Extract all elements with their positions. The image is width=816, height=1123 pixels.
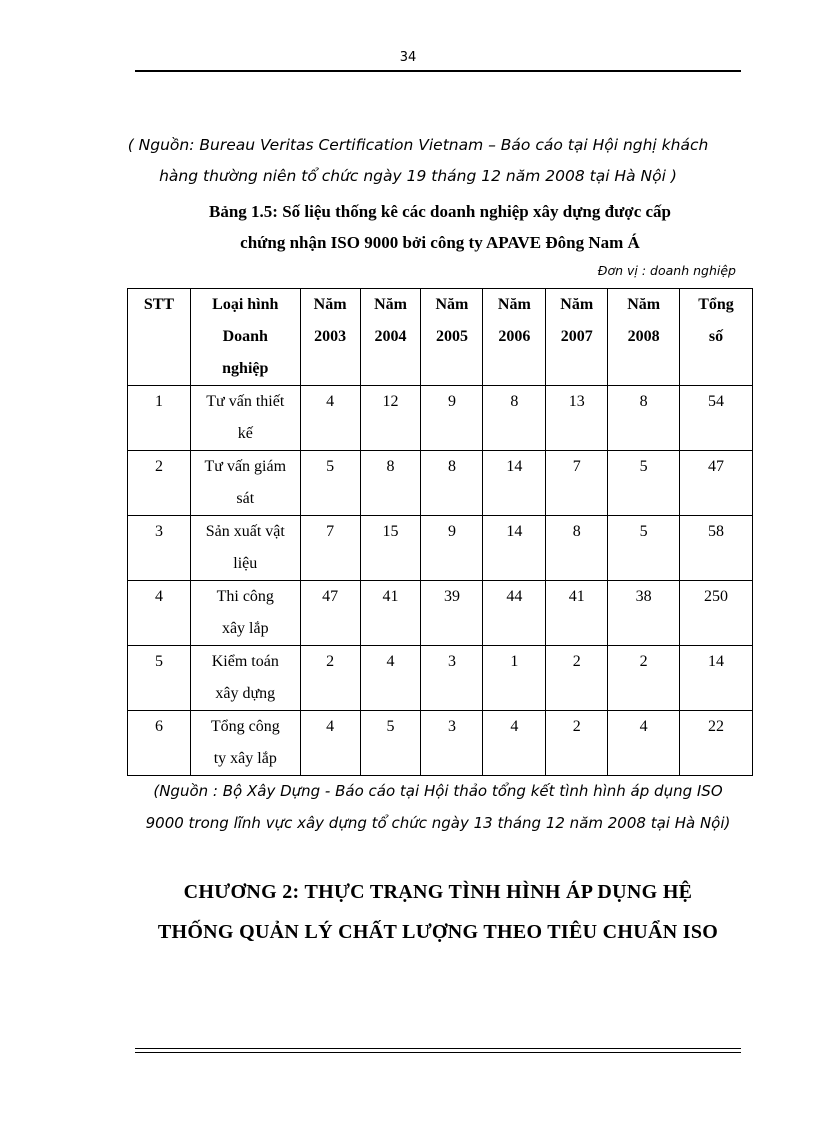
stt-cell: 1 bbox=[128, 386, 191, 451]
header-cell bbox=[300, 289, 360, 386]
table-row bbox=[128, 646, 753, 711]
type-text: xây dựng bbox=[215, 685, 276, 702]
header-text: Năm bbox=[313, 296, 347, 313]
total-cell: 47 bbox=[680, 451, 753, 516]
table-row bbox=[128, 451, 753, 516]
source-note-bottom-line2: 9000 trong lĩnh vực xây dựng tổ chức ngày 13 tháng 12 năm 2008 tại Hà Nội) bbox=[145, 814, 731, 832]
type-cell bbox=[190, 711, 300, 776]
value-cell: 4 bbox=[608, 711, 680, 776]
stt-cell: 4 bbox=[128, 581, 191, 646]
header-cell bbox=[680, 289, 753, 386]
value-cell: 4 bbox=[300, 711, 360, 776]
stt-cell: 5 bbox=[128, 646, 191, 711]
source-note-bottom-line1: (Nguồn : Bộ Xây Dựng - Báo cáo tại Hội thảo tổng kết tình hình áp dụng ISO bbox=[153, 782, 723, 800]
value-cell: 7 bbox=[546, 451, 608, 516]
value-cell: 39 bbox=[421, 581, 483, 646]
table-row bbox=[128, 581, 753, 646]
value-cell: 9 bbox=[421, 516, 483, 581]
table-title-line1: Bảng 1.5: Số liệu thống kê các doanh nghiệp xây dựng được cấp bbox=[209, 202, 671, 221]
value-cell: 15 bbox=[360, 516, 421, 581]
source-note-top-line1: ( Nguồn: Bureau Veritas Certification Vietnam – Báo cáo tại Hội nghị khách bbox=[127, 136, 709, 154]
value-cell: 5 bbox=[608, 516, 680, 581]
source-note-top bbox=[100, 130, 736, 192]
type-text: xây lắp bbox=[221, 620, 269, 637]
chapter-heading-line2: THỐNG QUẢN LÝ CHẤT LƯỢNG THEO TIÊU CHUẨN ISO bbox=[157, 921, 719, 943]
chapter-heading-line1: CHƯƠNG 2: THỰC TRẠNG TÌNH HÌNH ÁP DỤNG HỆ bbox=[183, 881, 693, 903]
header-text: Năm bbox=[435, 296, 469, 313]
value-cell: 41 bbox=[546, 581, 608, 646]
header-text: STT bbox=[143, 296, 175, 313]
header-text: Năm bbox=[497, 296, 531, 313]
header-text: 2004 bbox=[374, 328, 407, 345]
header-text: 2005 bbox=[435, 328, 468, 345]
type-cell bbox=[190, 386, 300, 451]
value-cell: 14 bbox=[483, 516, 546, 581]
header-cell bbox=[421, 289, 483, 386]
total-cell: 22 bbox=[680, 711, 753, 776]
footer-rule bbox=[135, 1048, 741, 1053]
type-text: Kiểm toán bbox=[211, 653, 279, 670]
value-cell: 2 bbox=[608, 646, 680, 711]
table-title-line2: chứng nhận ISO 9000 bởi công ty APAVE Đông Nam Á bbox=[240, 233, 640, 252]
value-cell: 2 bbox=[546, 711, 608, 776]
stt-cell: 3 bbox=[128, 516, 191, 581]
value-cell: 5 bbox=[360, 711, 421, 776]
header-text: Năm bbox=[627, 296, 661, 313]
page-number: 34 bbox=[399, 50, 417, 65]
table-row bbox=[128, 711, 753, 776]
header-cell bbox=[128, 289, 191, 386]
value-cell: 14 bbox=[483, 451, 546, 516]
header-text: Loại hình bbox=[212, 296, 279, 313]
type-text: kế bbox=[237, 425, 253, 442]
value-cell: 2 bbox=[546, 646, 608, 711]
total-cell: 14 bbox=[680, 646, 753, 711]
value-cell: 12 bbox=[360, 386, 421, 451]
type-cell bbox=[190, 646, 300, 711]
type-text: Thi công bbox=[216, 588, 274, 605]
header-cell bbox=[360, 289, 421, 386]
value-cell: 5 bbox=[300, 451, 360, 516]
value-cell: 7 bbox=[300, 516, 360, 581]
header-text: Tổng bbox=[698, 296, 734, 313]
value-cell: 8 bbox=[608, 386, 680, 451]
header-text: 2006 bbox=[498, 328, 531, 345]
type-text: Tư vấn giám bbox=[204, 458, 287, 475]
header-text: nghiệp bbox=[222, 360, 269, 377]
value-cell: 4 bbox=[360, 646, 421, 711]
source-note-bottom bbox=[120, 775, 756, 839]
header-text: 2008 bbox=[627, 328, 660, 345]
unit-label: Đơn vị : doanh nghiệp bbox=[597, 263, 736, 278]
type-text: Tổng công bbox=[210, 718, 280, 735]
type-cell bbox=[190, 581, 300, 646]
data-table bbox=[127, 288, 753, 776]
table-row bbox=[128, 386, 753, 451]
header-text: 2007 bbox=[560, 328, 593, 345]
total-cell: 54 bbox=[680, 386, 753, 451]
value-cell: 47 bbox=[300, 581, 360, 646]
value-cell: 13 bbox=[546, 386, 608, 451]
table-title bbox=[140, 196, 740, 258]
value-cell: 2 bbox=[300, 646, 360, 711]
value-cell: 3 bbox=[421, 711, 483, 776]
value-cell: 8 bbox=[360, 451, 421, 516]
header-cell bbox=[483, 289, 546, 386]
header-cell bbox=[608, 289, 680, 386]
value-cell: 8 bbox=[483, 386, 546, 451]
table-row bbox=[128, 516, 753, 581]
type-cell bbox=[190, 451, 300, 516]
stt-cell: 6 bbox=[128, 711, 191, 776]
value-cell: 5 bbox=[608, 451, 680, 516]
total-cell: 58 bbox=[680, 516, 753, 581]
header-rule bbox=[135, 70, 741, 72]
chapter-heading bbox=[100, 872, 776, 952]
total-cell: 250 bbox=[680, 581, 753, 646]
table-header-row bbox=[128, 289, 753, 386]
type-text: Tư vấn thiết bbox=[206, 393, 285, 410]
type-text: sát bbox=[236, 490, 255, 507]
type-cell bbox=[190, 516, 300, 581]
value-cell: 1 bbox=[483, 646, 546, 711]
value-cell: 38 bbox=[608, 581, 680, 646]
value-cell: 41 bbox=[360, 581, 421, 646]
value-cell: 44 bbox=[483, 581, 546, 646]
header-text: Doanh bbox=[222, 328, 268, 345]
type-text: ty xây lắp bbox=[213, 750, 277, 767]
value-cell: 8 bbox=[421, 451, 483, 516]
header-text: Năm bbox=[374, 296, 407, 313]
type-text: liệu bbox=[233, 555, 258, 572]
value-cell: 3 bbox=[421, 646, 483, 711]
header-cell bbox=[546, 289, 608, 386]
value-cell: 8 bbox=[546, 516, 608, 581]
value-cell: 4 bbox=[300, 386, 360, 451]
header-cell bbox=[190, 289, 300, 386]
header-text: 2003 bbox=[314, 328, 347, 345]
header-text: số bbox=[708, 328, 724, 345]
value-cell: 9 bbox=[421, 386, 483, 451]
source-note-top-line2: hàng thường niên tổ chức ngày 19 tháng 12 năm 2008 tại Hà Nội ) bbox=[159, 167, 677, 185]
type-text: Sản xuất vật bbox=[205, 523, 285, 540]
header-text: Năm bbox=[560, 296, 594, 313]
stt-cell: 2 bbox=[128, 451, 191, 516]
value-cell: 4 bbox=[483, 711, 546, 776]
